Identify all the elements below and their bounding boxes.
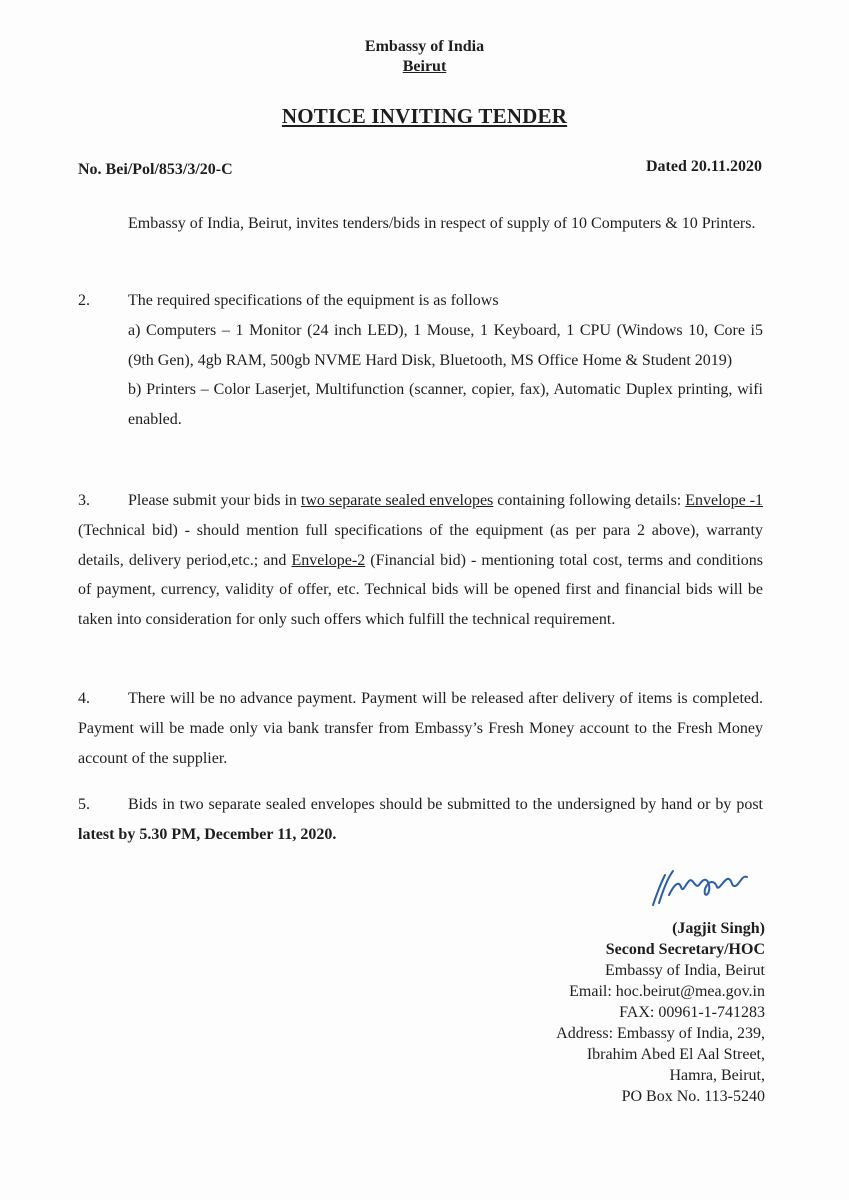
envelope-1-label: Envelope -1	[685, 492, 764, 509]
org-city: Beirut	[402, 58, 447, 75]
reference-date: Dated 20.11.2020	[646, 158, 762, 175]
signatory-po-box: PO Box No. 113-5240	[621, 1088, 765, 1105]
envelope-2-label: Envelope-2	[291, 551, 366, 569]
intro-text: Embassy of India, Beirut, invites tenders/bids in respect of supply of 10 Computers & 10 Printers.	[128, 215, 756, 232]
paragraph-lead: The required specifications of the equipment is as follows	[128, 292, 499, 309]
paragraph-5	[78, 790, 763, 850]
signature-block	[556, 918, 765, 1107]
paragraph-number: 4.	[78, 690, 90, 707]
paragraph-3	[78, 486, 763, 635]
paragraph-text: Bids in two separate sealed envelopes should be submitted to the undersigned by hand or by post	[128, 796, 763, 813]
signatory-address-line-2: Ibrahim Abed El Aal Street,	[586, 1046, 765, 1063]
paragraph-4	[78, 684, 763, 773]
reference-number: No. Bei/Pol/853/3/20-C	[78, 161, 233, 178]
paragraph-text: (Technical bid) - should mention full specifications of the equipment (as per para 2 above), warranty details, delivery period,etc.; and	[78, 521, 763, 569]
signatory-address-line-3: Hamra, Beirut,	[669, 1067, 765, 1084]
paragraph-text: Please submit your bids in	[128, 492, 301, 509]
paragraph-number: 5.	[78, 796, 90, 813]
paragraph-text: (Financial bid) - mentioning total cost, terms and conditions of payment, currency, validity of offer, etc. Technical bids will be opened first and financial bids will be taken into consideration for only such offers which fulfill the technical requirement.	[78, 551, 763, 629]
signatory-fax: FAX: 00961-1-741283	[619, 1004, 765, 1021]
document-title: NOTICE INVITING TENDER	[281, 104, 568, 128]
paragraph-text: There will be no advance payment. Payment will be released after delivery of items is completed. Payment will be made only via bank transfer from Embassy’s Fresh Money account to the Fresh Money account of the supplier.	[78, 690, 763, 767]
intro-paragraph	[78, 209, 763, 239]
spec-computers: a) Computers – 1 Monitor (24 inch LED), 1 Mouse, 1 Keyboard, 1 CPU (Windows 10, Core i5 (9th Gen), 4gb RAM, 500gb NVME Hard Disk, Bluetooth, MS Office Home & Student 2019)	[128, 321, 763, 369]
paragraph-number: 2.	[78, 292, 90, 309]
signatory-office: Embassy of India, Beirut	[605, 962, 765, 979]
signatory-designation: Second Secretary/HOC	[605, 941, 765, 958]
signature-icon	[645, 865, 765, 910]
paragraph-text: containing following details:	[493, 492, 686, 509]
spec-printers: b) Printers – Color Laserjet, Multifunction (scanner, copier, fax), Automatic Duplex printing, wifi enabled.	[128, 381, 763, 429]
org-name: Embassy of India	[364, 38, 485, 55]
signatory-address-line-1: Address: Embassy of India, 239,	[556, 1025, 765, 1042]
underlined-phrase: two separate sealed envelopes	[300, 492, 494, 509]
paragraph-number: 3.	[78, 492, 90, 509]
signatory-name: (Jagjit Singh)	[672, 920, 765, 937]
signatory-email: Email: hoc.beirut@mea.gov.in	[569, 983, 765, 1000]
paragraph-2	[78, 286, 763, 435]
deadline-text: latest by 5.30 PM, December 11, 2020.	[78, 825, 337, 843]
